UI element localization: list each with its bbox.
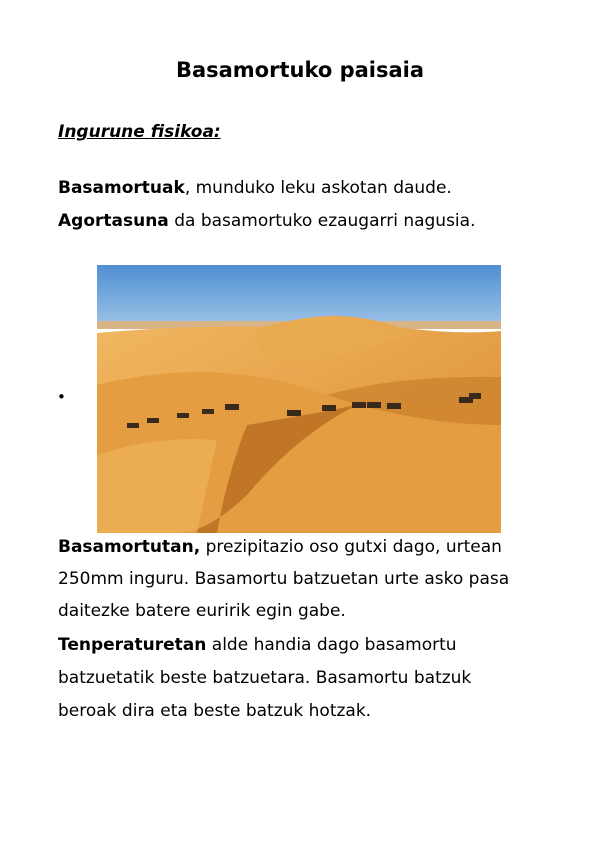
section-heading: Ingurune fisikoa: (58, 122, 221, 142)
body-line-3 (58, 601, 346, 621)
body-line-6-text: beroak dira eta beste batzuk hotzak. (58, 701, 372, 721)
body-line-1 (58, 537, 502, 557)
intro-line-2 (58, 211, 475, 231)
body-line-4-bold: Tenperaturetan (58, 635, 207, 655)
body-line-2-text: 250mm inguru. Basamortu batzuetan urte asko pasa (58, 569, 510, 589)
intro-line-2-text: da basamortuko ezaugarri nagusia. (168, 211, 476, 231)
body-line-1-bold: Basamortutan, (58, 537, 201, 557)
intro-line-1-text: , munduko leku askotan daude. (184, 178, 452, 198)
body-line-1-text: prezipitazio oso gutxi dago, urtean (200, 537, 502, 557)
desert-camel-caravan-photo (97, 265, 501, 533)
body-line-3-text: daitezke batere euririk egin gabe. (58, 601, 346, 621)
intro-line-1-bold: Basamortuak (58, 178, 185, 198)
page-title: Basamortuko paisaia (175, 58, 425, 82)
intro-line-1 (58, 178, 452, 198)
bullet-marker: • (57, 388, 66, 406)
body-line-2 (58, 569, 509, 589)
body-line-5 (58, 668, 471, 688)
body-line-5-text: batzuetatik beste batzuetara. Basamortu batzuk (58, 668, 472, 688)
body-line-6 (58, 701, 371, 721)
body-line-4-text: alde handia dago basamortu (206, 635, 457, 655)
intro-line-2-bold: Agortasuna (58, 211, 169, 231)
body-line-4 (58, 635, 457, 655)
